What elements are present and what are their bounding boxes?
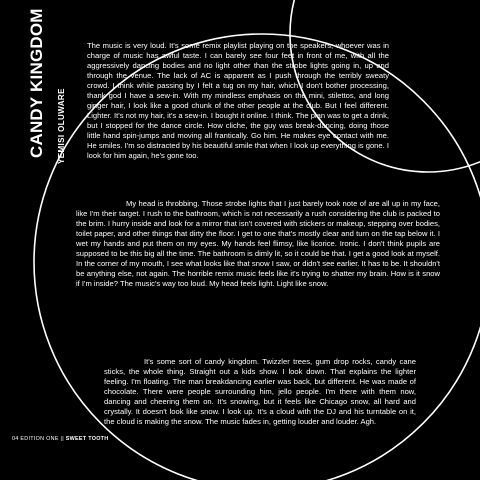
article-heading (0, 0, 80, 240)
paragraph-3: It's some sort of candy kingdom. Twizzler trees, gum drop rocks, candy cane sticks, the whole thing. Straight out a kids show. I look down. That explains the lighter feeling. I'm floating. The man breakdancing earlier was back, but different. He was made of chocolate. There were people surrounding him, jello people. I'm there with them now, dancing and cheering them on. It's snowing, but it feels like Chicago snow, all hard and crystally. It doesn't look like snow. I look up. It's a cloud with the DJ and his turntable on it, the cloud is making the snow. The music fades in, getting louder and louder. Agh. (104, 357, 416, 426)
page-number-edition: 04 EDITION ONE || (12, 436, 66, 442)
paragraph-1: The music is very loud. It's some remix playlist playing on the speakers; whoever was in charge of music has awful taste. I can barely see four feet in front of me, with all the aggressively dancing bodies and no light other than the strobe lights going in, up and through the venue. The lack of AC is apparent as I push through the terribly sweaty crowd. I think while passing by I felt a tug on my hair, which I don't bother processing, thank god I have a sew-in. With my mindless emphasis on the mini, stilettos, and long ginger hair, I look like a good chunk of the other people at the club. But I feel different. Lighter. It's not my hair, it's a sew-in. I bought it online. I think. The plan was to get a drink, but I stopped for the dance circle. How cliche, the guy was break-dancing, doing those little hand spin-jumps and moving all frantically. Go him. He makes eye contact with me. He smiles. I'm so distracted by his beautiful smile that when I look up everything is gone. I look for him again, he's gone too. (87, 41, 389, 160)
article-author: YEMISI OLUWARE (57, 88, 66, 164)
article-title: CANDY KINGDOM (27, 8, 46, 158)
paragraph-2: My head is throbbing. Those strobe lights that I just barely took note of are all up in my face, like I'm their target. I rush to the bathroom, which is not necessarily a rush considering the club is packed to the brim. I hurry inside and look for a mirror that isn't covered with stickers or makeup, stepping over bodies, toilet paper, and other things that dirty the floor. I get to one that's mostly clear and turn on the tap below it. I wet my hands and put them on my eyes. My hands feel flimsy, like licorice. Ironic. I don't think pupils are supposed to be this big all the time. The bathroom is dimly lit, so it could be that. I get a good look at myself. In the corner of my mouth, I see what looks like that snow I saw, or didn't see earlier. It has to be. It shouldn't be anything else, not again. The horrible remix music feels like it's trying to shatter my brain. How is it snow if I'm inside? The music's way too loud. My head feels light. Light like snow. (76, 199, 440, 288)
magazine-name: SWEET TOOTH (65, 436, 109, 442)
page-footer (12, 436, 108, 442)
